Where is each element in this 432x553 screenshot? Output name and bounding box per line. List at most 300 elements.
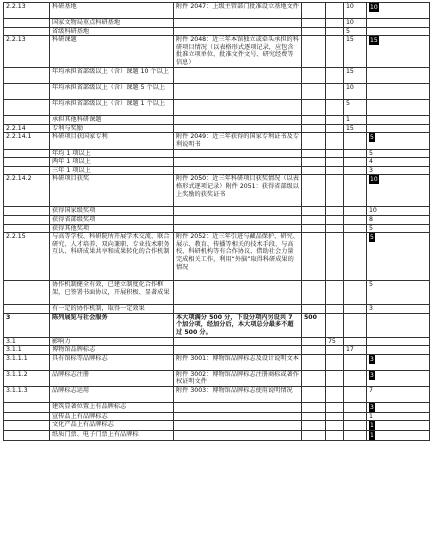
table-row: [4, 215, 430, 224]
code-text: 2.2.14.1: [6, 133, 32, 141]
name-cell: [50, 100, 174, 116]
name-cell: [50, 337, 174, 346]
note-cell: [174, 354, 302, 370]
table-row: [4, 386, 430, 402]
table-row: [4, 207, 430, 216]
name-cell: [50, 166, 174, 175]
mark-text: 5: [369, 281, 373, 289]
score-cell: [344, 133, 367, 149]
name-text: 科研项目获国家专利: [52, 133, 108, 141]
name-text: 年均承担省部级以上（含）课题 10 个以上: [52, 68, 169, 76]
name-cell: [50, 3, 174, 19]
code-cell: [4, 27, 50, 36]
table-row: [4, 158, 430, 167]
total-cell: [302, 370, 326, 386]
total-cell: [302, 281, 326, 305]
name-cell: [50, 116, 174, 125]
sub-cell: [326, 100, 344, 116]
code-text: 2.2.13: [6, 3, 26, 10]
code-cell: [4, 84, 50, 100]
score-cell: [344, 207, 367, 216]
note-cell: [174, 175, 302, 207]
name-text: 科研项目获奖: [52, 175, 90, 183]
name-cell: [50, 305, 174, 314]
name-cell: [50, 149, 174, 158]
score-text: 15: [346, 124, 354, 132]
table-row: [4, 224, 430, 233]
mark-text: 1: [370, 432, 374, 440]
score-cell: [344, 346, 367, 355]
score-text: 5: [346, 27, 350, 35]
name-text: 与高等学校、科研院所开展学术交流、联合研究、人才培养、双向兼职、专业技术职务互认、科研成果共享和成果转化的合作机制: [52, 233, 170, 256]
note-cell: [174, 68, 302, 84]
sub-cell: [326, 158, 344, 167]
table-row: [4, 337, 430, 346]
mark-cell: [367, 412, 430, 421]
mark-cell: [367, 84, 430, 100]
name-cell: [50, 431, 174, 441]
table-row: [4, 3, 430, 19]
score-cell: [344, 386, 367, 402]
total-cell: [302, 386, 326, 402]
score-cell: [344, 305, 367, 314]
score-cell: [344, 84, 367, 100]
note-cell: [174, 207, 302, 216]
note-cell: [174, 27, 302, 36]
mark-cell: [367, 346, 430, 355]
mark-cell: [367, 386, 430, 402]
table-row: [4, 421, 430, 431]
code-cell: [4, 412, 50, 421]
mark-cell: [367, 133, 430, 149]
code-cell: [4, 116, 50, 125]
note-text: 附件 3001：博物馆品牌标志及设计说明文本: [176, 354, 299, 362]
name-text: 影响力: [52, 337, 71, 345]
name-cell: [50, 386, 174, 402]
score-text: 10: [346, 84, 354, 92]
note-cell: [174, 36, 302, 68]
table-row: [4, 233, 430, 281]
name-text: 建筑显著位置上有品牌标志: [52, 402, 127, 410]
sub-text: 75: [328, 337, 336, 345]
sub-cell: [326, 337, 344, 346]
name-text: 年均 1 项以上: [52, 149, 91, 157]
mark-cell: [367, 100, 430, 116]
mark-cell: [367, 149, 430, 158]
code-cell: [4, 370, 50, 386]
mark-cell: [367, 207, 430, 216]
code-cell: [4, 207, 50, 216]
score-cell: [344, 313, 367, 337]
table-row: [4, 84, 430, 100]
code-cell: [4, 386, 50, 402]
code-cell: [4, 100, 50, 116]
name-text: 宣传品上有品牌标志: [52, 412, 108, 420]
total-cell: [302, 124, 326, 133]
code-text: 3.1.1: [6, 346, 22, 354]
score-cell: [344, 100, 367, 116]
name-cell: [50, 36, 174, 68]
total-cell: [302, 27, 326, 36]
sub-cell: [326, 207, 344, 216]
name-text: 获得国家级奖项: [52, 207, 96, 215]
mark-text: 3: [370, 355, 374, 363]
code-text: 2.2.14: [6, 124, 26, 132]
code-text: 2.2.15: [6, 233, 26, 241]
table-row: [4, 346, 430, 355]
table-row: [4, 100, 430, 116]
name-cell: [50, 175, 174, 207]
name-cell: [50, 124, 174, 133]
total-cell: [302, 166, 326, 175]
sub-cell: [326, 3, 344, 19]
score-cell: [344, 233, 367, 281]
mark-cell: [367, 281, 430, 305]
sub-cell: [326, 215, 344, 224]
total-cell: [302, 431, 326, 441]
mark-text: 10: [370, 176, 378, 184]
table-row: [4, 133, 430, 149]
mark-text: 3: [369, 305, 373, 313]
name-cell: [50, 133, 174, 149]
code-cell: [4, 431, 50, 441]
table-row: [4, 175, 430, 207]
note-cell: [174, 215, 302, 224]
name-cell: [50, 68, 174, 84]
score-cell: [344, 36, 367, 68]
score-cell: [344, 158, 367, 167]
code-cell: [4, 354, 50, 370]
name-cell: [50, 402, 174, 412]
mark-cell: [367, 370, 430, 386]
name-text: 有一定的协作机制，取得一定效果: [52, 305, 145, 313]
mark-cell: [367, 166, 430, 175]
sub-cell: [326, 133, 344, 149]
mark-text: 5: [369, 149, 373, 157]
code-cell: [4, 215, 50, 224]
total-cell: [302, 149, 326, 158]
mark-text: 4: [369, 158, 373, 166]
name-cell: [50, 84, 174, 100]
total-cell: [302, 175, 326, 207]
code-cell: [4, 402, 50, 412]
name-text: 科研基地: [52, 3, 77, 10]
code-cell: [4, 158, 50, 167]
mark-text: 5: [370, 134, 374, 142]
name-cell: [50, 233, 174, 281]
total-cell: [302, 133, 326, 149]
note-text: 附件 2047：上级主管部门批准设立基地文件: [176, 3, 299, 10]
code-cell: [4, 3, 50, 19]
mark-text: 5: [370, 234, 374, 242]
sub-cell: [326, 354, 344, 370]
score-cell: [344, 149, 367, 158]
table-row: [4, 313, 430, 337]
mark-text: 1: [370, 422, 374, 430]
sub-cell: [326, 116, 344, 125]
name-text: 获得其他奖项: [52, 224, 90, 232]
score-cell: [344, 19, 367, 28]
mark-cell: [367, 402, 430, 412]
code-cell: [4, 305, 50, 314]
note-text: 附件 2048：近三年本馆独立或牵头承担的科研项目情况（以表格形式逐项记录，应包含批准立项单位、批准文件文号、研究经费等信息）: [176, 36, 299, 66]
total-cell: [302, 354, 326, 370]
code-text: 3.1.1.2: [6, 370, 28, 378]
note-cell: [174, 370, 302, 386]
total-cell: [302, 233, 326, 281]
code-text: 3.1: [6, 337, 16, 345]
mark-cell: [367, 3, 430, 19]
name-cell: [50, 158, 174, 167]
name-text: 国家文物局重点科研基地: [52, 19, 121, 26]
score-cell: [344, 431, 367, 441]
sub-cell: [326, 305, 344, 314]
note-cell: [174, 412, 302, 421]
total-cell: [302, 215, 326, 224]
total-cell: [302, 116, 326, 125]
note-cell: [174, 19, 302, 28]
table-row: [4, 354, 430, 370]
note-cell: [174, 313, 302, 337]
table-row: [4, 68, 430, 84]
sub-cell: [326, 68, 344, 84]
score-text: 5: [346, 100, 350, 108]
note-text: 附件 2052：近三年引进与藏品保护、研究、展示、教育、传播等相关的技术手段、与高校、科研机构等有合作协议、借助社会力量完成相关工作，利用“外脑”取得科研成果的情况: [176, 233, 299, 271]
name-cell: [50, 421, 174, 431]
scoring-table: [3, 2, 430, 441]
mark-cell: [367, 313, 430, 337]
mark-cell: [367, 36, 430, 68]
mark-text: 7: [369, 386, 373, 394]
code-cell: [4, 133, 50, 149]
name-text: 协作机制健全有效，已建立制度化合作框架，已签署书面协议，开展积极、显著成果: [52, 281, 170, 296]
score-text: 1: [346, 116, 350, 124]
code-cell: [4, 313, 50, 337]
mark-cell: [367, 354, 430, 370]
total-text: 500: [304, 313, 317, 321]
code-text: 3.1.1.3: [6, 386, 28, 394]
score-text: 15: [346, 68, 354, 76]
code-cell: [4, 166, 50, 175]
table-row: [4, 281, 430, 305]
note-text: 本大项满分 500 分，下设分项内另设共 7 个加分项，经加分后，本大项总分最多不超过 500 分。: [176, 313, 294, 336]
mark-cell: [367, 233, 430, 281]
table-row: [4, 124, 430, 133]
code-cell: [4, 19, 50, 28]
code-cell: [4, 346, 50, 355]
code-text: 3.1.1.1: [6, 354, 28, 362]
name-text: 品牌标志运用: [52, 386, 90, 394]
total-cell: [302, 3, 326, 19]
mark-text: 15: [370, 37, 378, 45]
sub-cell: [326, 84, 344, 100]
score-text: 15: [346, 36, 354, 44]
total-cell: [302, 68, 326, 84]
name-cell: [50, 281, 174, 305]
note-cell: [174, 305, 302, 314]
table-row: [4, 370, 430, 386]
total-cell: [302, 19, 326, 28]
name-cell: [50, 370, 174, 386]
sub-cell: [326, 281, 344, 305]
mark-text: 5: [369, 224, 373, 232]
name-cell: [50, 313, 174, 337]
sub-cell: [326, 124, 344, 133]
score-cell: [344, 354, 367, 370]
code-cell: [4, 337, 50, 346]
note-cell: [174, 100, 302, 116]
name-text: 专利与奖励: [52, 124, 83, 132]
code-cell: [4, 421, 50, 431]
code-cell: [4, 224, 50, 233]
mark-cell: [367, 116, 430, 125]
mark-text: 3: [370, 371, 374, 379]
note-text: 附件 3002：博物馆品牌标志注册商标或著作权证明文件: [176, 370, 299, 386]
total-cell: [302, 305, 326, 314]
total-cell: [302, 36, 326, 68]
name-text: 年均承担省部级以上（含）课题 5 个以上: [52, 84, 166, 92]
score-cell: [344, 224, 367, 233]
sub-cell: [326, 27, 344, 36]
mark-cell: [367, 19, 430, 28]
mark-cell: [367, 158, 430, 167]
note-cell: [174, 133, 302, 149]
score-text: 17: [346, 346, 354, 354]
score-cell: [344, 421, 367, 431]
note-cell: [174, 158, 302, 167]
note-cell: [174, 116, 302, 125]
table-row: [4, 431, 430, 441]
sub-cell: [326, 313, 344, 337]
name-text: 年均承担省部级以上（含）课题 1 个以上: [52, 100, 166, 108]
mark-text: 3: [370, 403, 374, 411]
name-cell: [50, 19, 174, 28]
score-cell: [344, 402, 367, 412]
total-cell: [302, 207, 326, 216]
note-cell: [174, 224, 302, 233]
note-cell: [174, 149, 302, 158]
mark-cell: [367, 27, 430, 36]
sub-cell: [326, 431, 344, 441]
score-cell: [344, 370, 367, 386]
score-cell: [344, 412, 367, 421]
table-row: [4, 412, 430, 421]
mark-text: 1: [369, 412, 373, 420]
code-cell: [4, 68, 50, 84]
mark-cell: [367, 305, 430, 314]
name-text: 博物馆品牌标志: [52, 346, 96, 354]
mark-text: 10: [370, 4, 378, 11]
note-cell: [174, 402, 302, 412]
note-cell: [174, 84, 302, 100]
note-text: 附件 3003：博物馆品牌标志使用说明情况: [176, 386, 293, 394]
name-cell: [50, 354, 174, 370]
mark-cell: [367, 124, 430, 133]
table-row: [4, 305, 430, 314]
note-cell: [174, 124, 302, 133]
score-cell: [344, 124, 367, 133]
total-cell: [302, 412, 326, 421]
code-text: 2.2.14.2: [6, 175, 32, 183]
name-text: 品牌标志注册: [52, 370, 90, 378]
score-cell: [344, 3, 367, 19]
note-cell: [174, 346, 302, 355]
mark-text: 3: [369, 166, 373, 174]
table-row: [4, 36, 430, 68]
name-cell: [50, 412, 174, 421]
note-text: 附件 2049：近三年获得的国家专利证书及专利说明书: [176, 133, 299, 148]
sub-cell: [326, 402, 344, 412]
name-text: 承担其他科研课题: [52, 116, 102, 124]
code-text: 3: [6, 313, 11, 321]
total-cell: [302, 346, 326, 355]
score-cell: [344, 27, 367, 36]
code-cell: [4, 124, 50, 133]
code-cell: [4, 36, 50, 68]
name-text: 省级科研基地: [52, 27, 90, 35]
code-cell: [4, 175, 50, 207]
name-text: 获得省部级奖项: [52, 215, 96, 223]
mark-cell: [367, 68, 430, 84]
sub-cell: [326, 370, 344, 386]
sub-cell: [326, 175, 344, 207]
mark-cell: [367, 224, 430, 233]
note-cell: [174, 281, 302, 305]
name-text: 纸质门票、电子门票上有品牌标: [52, 431, 139, 439]
note-cell: [174, 421, 302, 431]
name-cell: [50, 207, 174, 216]
sub-cell: [326, 166, 344, 175]
total-cell: [302, 224, 326, 233]
note-cell: [174, 386, 302, 402]
total-cell: [302, 84, 326, 100]
code-cell: [4, 149, 50, 158]
name-text: 具有馆标等品牌标志: [52, 354, 108, 362]
name-text: 科研课题: [52, 36, 77, 44]
code-cell: [4, 233, 50, 281]
mark-cell: [367, 421, 430, 431]
note-cell: [174, 233, 302, 281]
mark-cell: [367, 215, 430, 224]
score-cell: [344, 116, 367, 125]
mark-text: 8: [369, 215, 373, 223]
name-cell: [50, 215, 174, 224]
mark-text: 10: [369, 207, 377, 215]
sub-cell: [326, 412, 344, 421]
total-cell: [302, 421, 326, 431]
sub-cell: [326, 233, 344, 281]
table-row: [4, 116, 430, 125]
code-cell: [4, 281, 50, 305]
table-row: [4, 27, 430, 36]
score-cell: [344, 337, 367, 346]
mark-cell: [367, 337, 430, 346]
table-row: [4, 149, 430, 158]
note-cell: [174, 3, 302, 19]
score-text: 10: [346, 3, 354, 10]
score-text: 10: [346, 19, 354, 26]
note-cell: [174, 431, 302, 441]
total-cell: [302, 402, 326, 412]
note-cell: [174, 166, 302, 175]
sub-cell: [326, 421, 344, 431]
sub-cell: [326, 346, 344, 355]
sub-cell: [326, 224, 344, 233]
sub-cell: [326, 149, 344, 158]
sub-cell: [326, 19, 344, 28]
mark-cell: [367, 431, 430, 441]
name-cell: [50, 224, 174, 233]
